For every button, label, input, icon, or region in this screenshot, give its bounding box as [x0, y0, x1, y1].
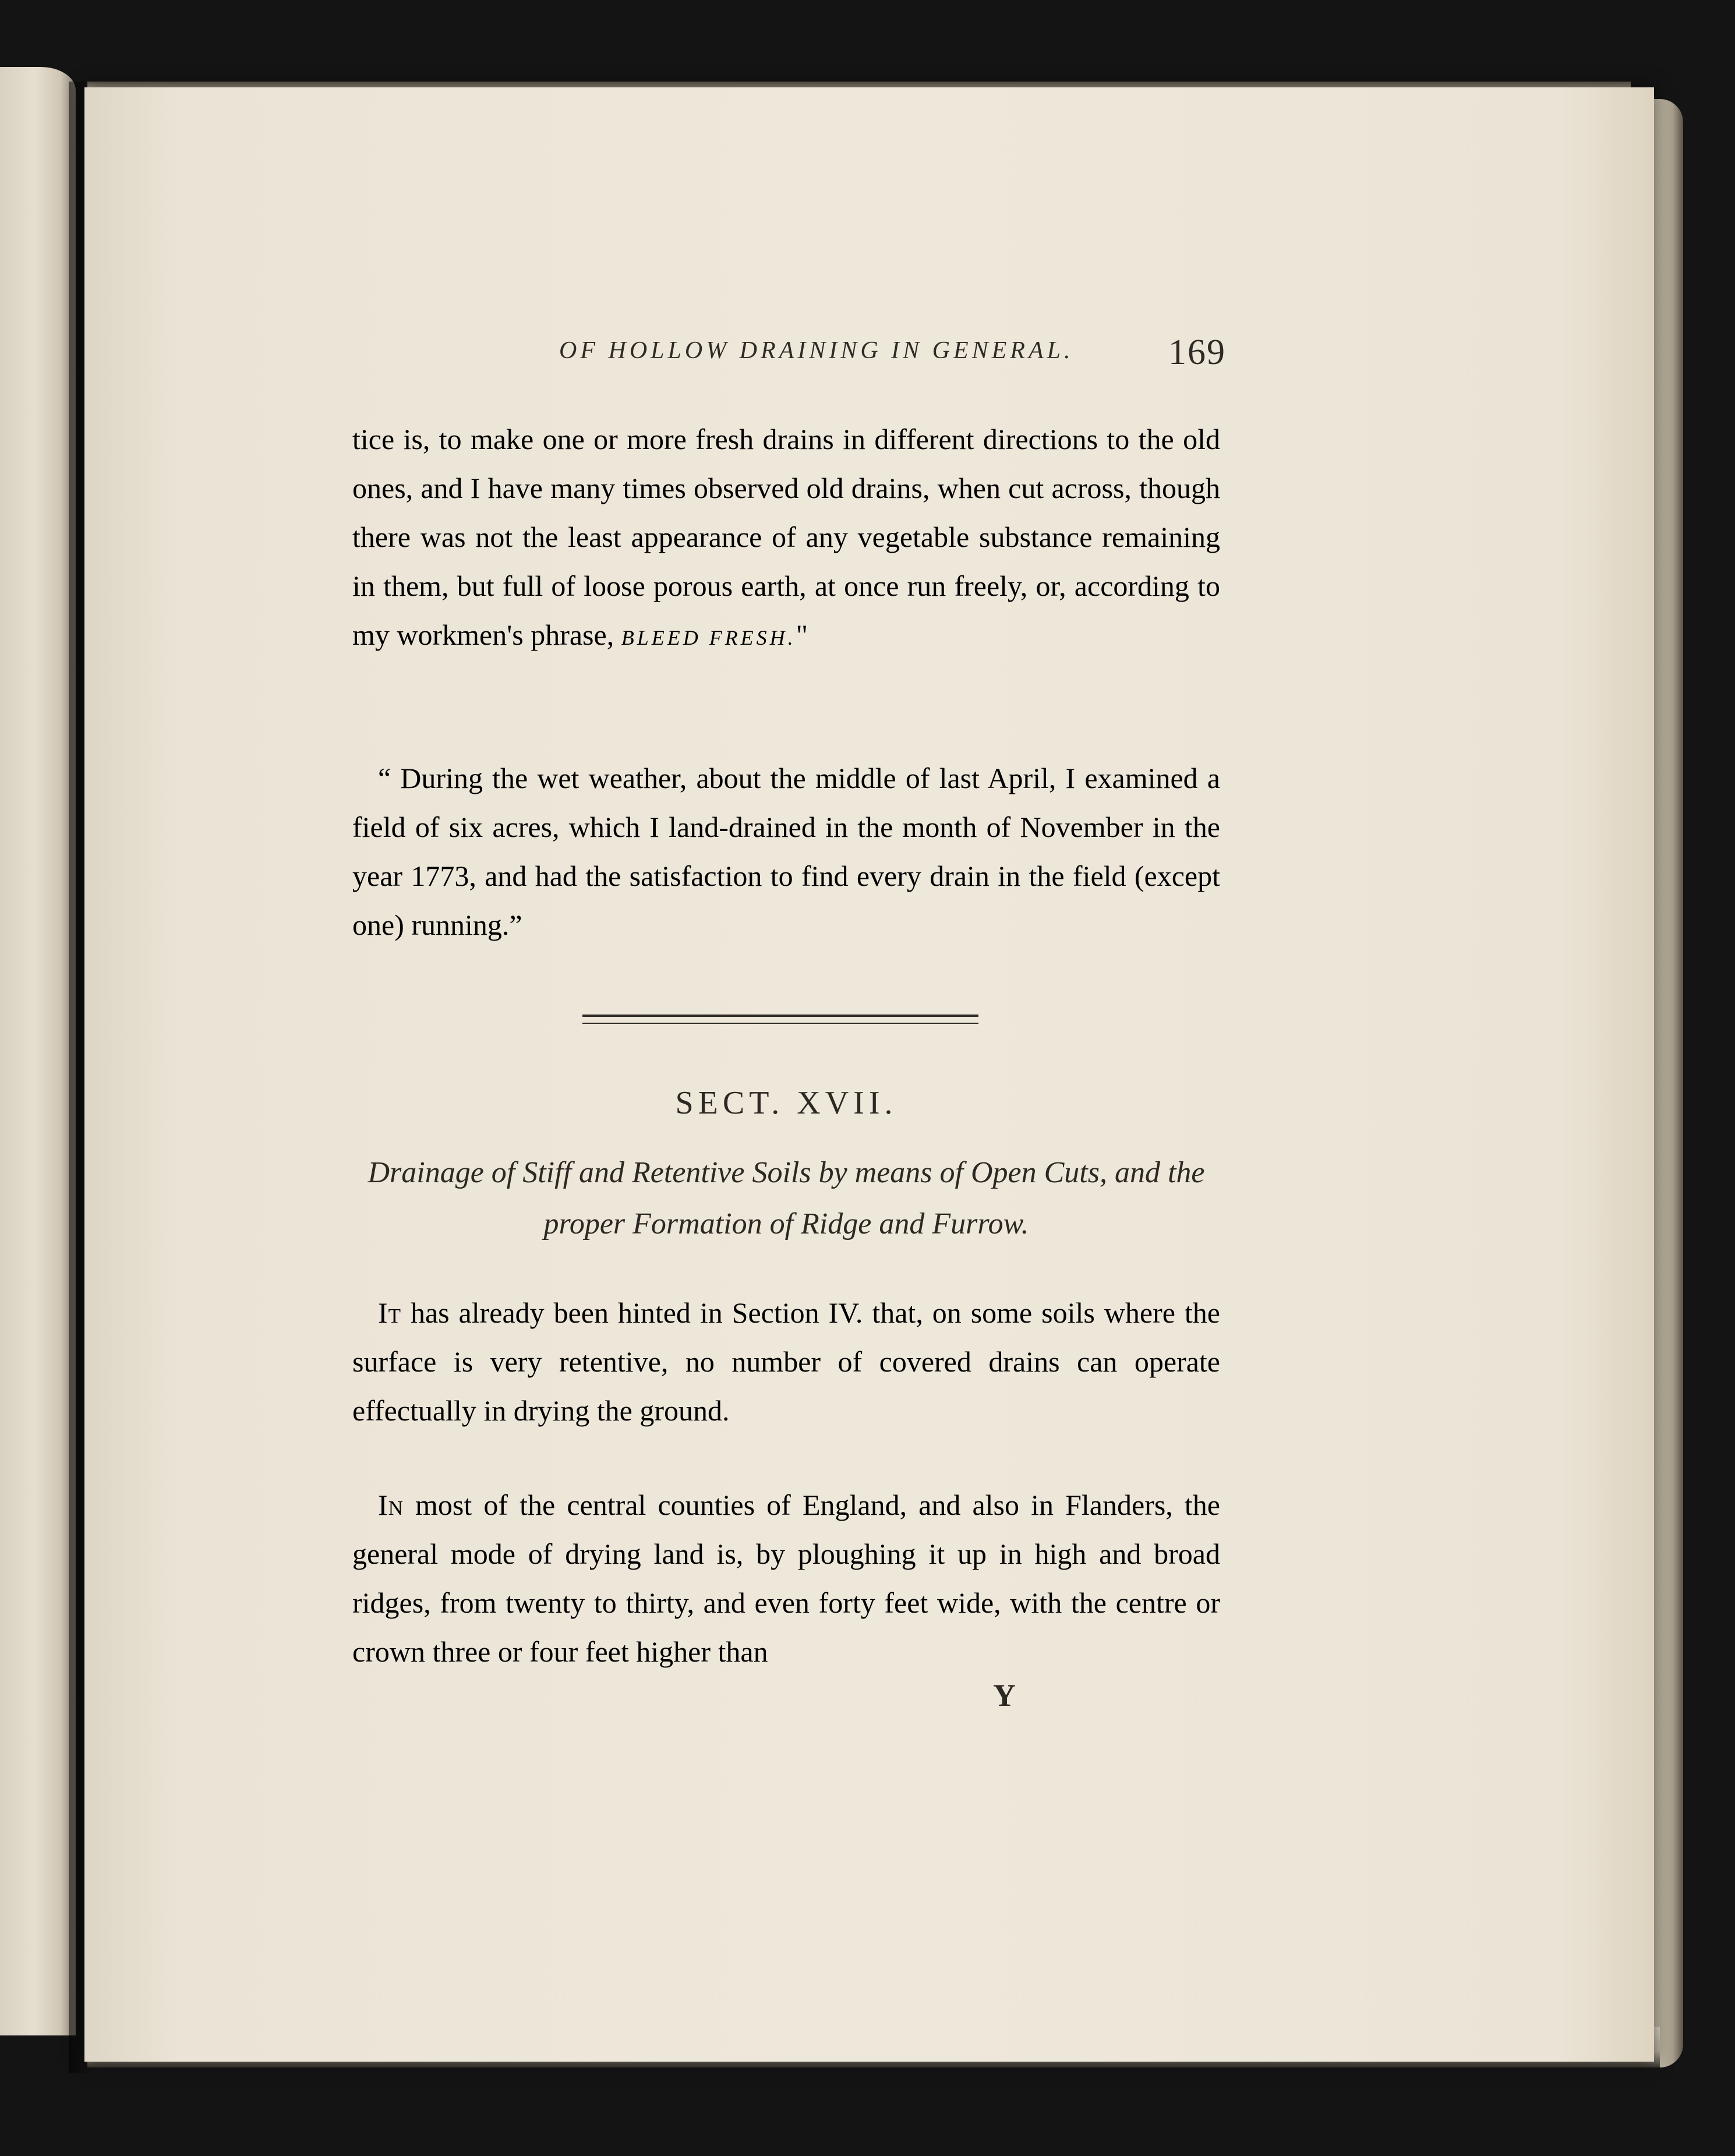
page-number: 169 — [1168, 333, 1226, 372]
closing-quote: " — [796, 618, 808, 651]
paragraph-ridge-furrow — [352, 1480, 1220, 1676]
paragraph-quotation: “ During the wet weather, about the middle of last April, I examined a field of six acres, which I land-drained in the month of November in the year 1773, and had the satisfaction to find every drain in the field (except one) running.” — [352, 762, 1220, 941]
emphasis-phrase: BLEED FRESH. — [621, 626, 796, 649]
paragraph-section-intro — [352, 1288, 1220, 1435]
paragraph-continuation — [352, 415, 1220, 662]
paragraph-text: most of the central counties of England, and also in Flanders, the general mode of drying land is, by ploughing it up in high and broad ridges, from twenty to thirty, and even forty feet wide, with the centre or crown three or four feet higher than — [352, 1489, 1220, 1668]
paragraph-text: has already been hinted in Section IV. that, on some soils where the surface is very retentive, no number of covered drains can operate effectually in drying the ground. — [352, 1296, 1220, 1427]
running-head-title: OF HOLLOW DRAINING IN GENERAL. — [559, 337, 1074, 364]
signature-mark: Y — [993, 1678, 1016, 1713]
book-page — [84, 87, 1654, 2062]
facing-page-edge — [0, 67, 76, 2035]
lead-word: In — [378, 1489, 404, 1521]
section-heading: SECT. XVII. — [675, 1085, 897, 1121]
paragraph-text: tice is, to make one or more fresh drains in different directions to the old ones, and I have many times observed old drains, when cut across, though there was not the least appearance of any vegetable substance remaining in them, but full of loose porous earth, at once run freely, or, according to my workmen's phrase, — [352, 423, 1220, 651]
section-divider-rule — [582, 1015, 978, 1024]
lead-word: It — [378, 1296, 402, 1329]
section-title: Drainage of Stiff and Retentive Soils by means of Open Cuts, and the proper Formation of Ridge and Furrow. — [368, 1156, 1205, 1240]
